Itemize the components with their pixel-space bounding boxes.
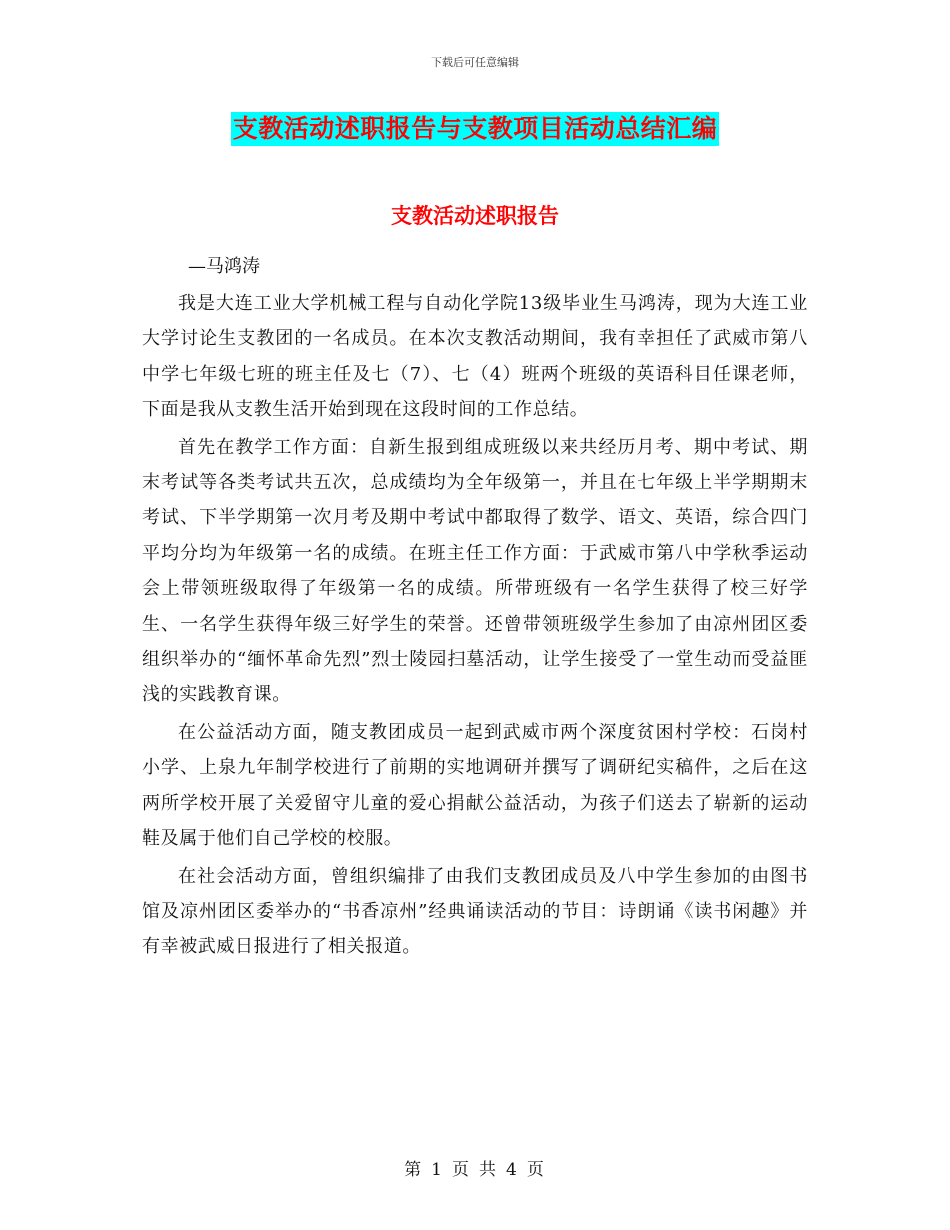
footer-total-word: 共 <box>479 1160 498 1180</box>
footer-page-number: 1 <box>431 1160 444 1180</box>
report-body <box>142 286 808 967</box>
footer-page-word: 页 <box>452 1160 471 1180</box>
document-title: 支教活动述职报告与支教项目活动总结汇编 <box>231 112 720 146</box>
paragraph-social-activities: 在社会活动方面，曾组织编排了由我们支教团成员及八中学生参加的由图书馆及凉州团区委举办的“书香凉州”经典诵读活动的节目：诗朗诵《读书闲趣》并有幸被武威日报进行了相关报道。 <box>142 865 808 958</box>
paragraph-introduction: 我是大连工业大学机械工程与自动化学院13级毕业生马鸿涛，现为大连工业大学讨论生支教团的一名成员。在本次支教活动期间，我有幸担任了武威市第八中学七年级七班的班主任及七（7）、七（4）班两个班级的英语科目任课老师，下面是我从支教生活开始到现在这段时间的工作总结。 <box>142 293 808 421</box>
document-title-wrap <box>0 112 950 146</box>
footer-prefix: 第 <box>404 1160 424 1180</box>
section-title: 支教活动述职报告 <box>391 204 559 228</box>
header-note: 下载后可任意编辑 <box>431 56 519 69</box>
paragraph-teaching-work: 首先在教学工作方面：自新生报到组成班级以来共经历月考、期中考试、期末考试等各类考试共五次，总成绩均为全年级第一，并且在七年级上半学期期末考试、下半学期第一次月考及期中考试中都取得了数学、语文、英语，综合四门平均分均为年级第一名的成绩。在班主任工作方面：于武威市第八中学秋季运动会上带领班级取得了年级第一名的成绩。所带班级有一名学生获得了校三好学生、一名学生获得年级三好学生的荣誉。还曾带领班级学生参加了由凉州团区委组织举办的“缅怀革命先烈”烈士陵园扫墓活动，让学生接受了一堂生动而受益匪浅的实践教育课。 <box>142 436 808 706</box>
footer-total-pages: 4 <box>506 1160 519 1180</box>
paragraph-charity-activities: 在公益活动方面，随支教团成员一起到武威市两个深度贫困村学校：石岗村小学、上泉九年制学校进行了前期的实地调研并撰写了调研纪实稿件，之后在这两所学校开展了关爱留守儿童的爱心捐献公益活动，为孩子们送去了崭新的运动鞋及属于他们自己学校的校服。 <box>142 721 808 850</box>
footer-suffix: 页 <box>526 1160 546 1180</box>
author-line: —马鸿涛 <box>188 256 260 277</box>
page-footer <box>0 1155 950 1180</box>
